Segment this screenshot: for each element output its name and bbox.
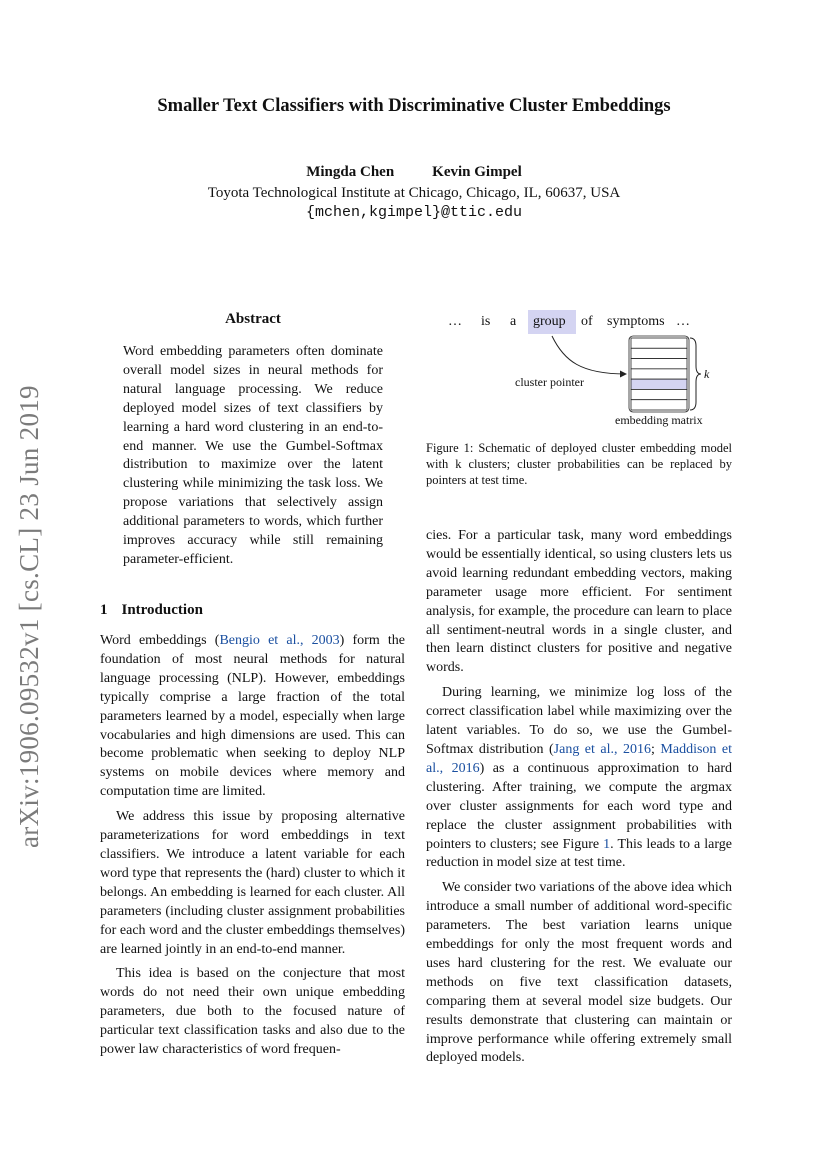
paragraph xyxy=(426,684,732,873)
text: ) form the foundation of most neural methods for natural language processing (NLP). However, embeddings typically comprise a large fraction of the total parameters learned by a model, especially when large vocabularies and high dimensions are used. This can become problematic when seeking to deploy NLP systems on mobile devices where memory and computation time are limited. xyxy=(100,633,406,800)
citation-link[interactable]: Bengio et al., 2003 xyxy=(219,633,340,648)
sentence-token: … xyxy=(676,314,690,329)
author-name: Kevin Gimpel xyxy=(432,164,522,180)
left-column xyxy=(100,632,405,1060)
cluster-pointer-label: cluster pointer xyxy=(515,375,584,389)
matrix-row xyxy=(631,389,687,399)
author-name: Mingda Chen xyxy=(306,164,395,180)
text: ; xyxy=(651,741,661,757)
author-email: {mchen,kgimpel}@ttic.edu xyxy=(305,204,523,221)
affiliation: Toyota Technological Institute at Chicago, Chicago, IL, 60637, USA xyxy=(207,185,621,201)
abstract-heading: Abstract xyxy=(225,311,281,327)
section-number: 1 xyxy=(100,602,108,618)
section-title: Introduction xyxy=(121,602,203,618)
abstract-text: Word embedding parameters often dominate overall model sizes in neural methods for natural language processing. We reduce deployed model sizes of text classifiers by learning a hard word clustering in an end-to-end manner. We use the Gumbel-Softmax distribution to maximize over the latent clustering while minimizing the task loss. We propose variations that selectively assign additional parameters to words, which further improves accuracy while still remaining parameter-efficient. xyxy=(123,344,383,567)
sentence-token: a xyxy=(510,314,517,329)
embedding-matrix xyxy=(629,336,689,412)
embedding-matrix-label: embedding matrix xyxy=(615,413,703,427)
paragraph-continuation: cies. For a particular task, many word embeddings would be essentially identical, so using clusters lets us avoid learning redundant embedding vectors, making parameter usage more efficient. For sentiment analysis, for example, the procedure can learn to place all sentiment-neutral words in a single cluster, and then learn distinct clusters for positive and negative words. xyxy=(426,528,732,676)
matrix-row xyxy=(631,338,687,348)
sentence-token: is xyxy=(481,314,491,329)
text: During learning, we minimize log loss of the correct classification label while maximizing over the latent variables. To do so, we use the Gumbel-Softmax distribution ( xyxy=(426,685,732,757)
matrix-row xyxy=(631,348,687,358)
text: ) as a continuous approximation to hard clustering. After training, we compute the argmax over cluster assignments for each word type and replace the cluster assignment probabilities with pointers to clusters; see Figure xyxy=(426,760,732,852)
figure-reference-link[interactable]: 1 xyxy=(603,836,611,852)
text: Word embeddings ( xyxy=(100,633,220,648)
matrix-row xyxy=(631,400,687,410)
figure-1 xyxy=(426,306,732,438)
k-brace xyxy=(690,338,701,410)
sentence-token: … xyxy=(448,314,462,329)
figure-caption: Figure 1: Schematic of deployed cluster embedding model with k clusters; cluster probabilities can be replaced by pointers at test time. xyxy=(426,441,732,487)
sentence-token: of xyxy=(581,314,593,329)
text: . This leads to a large reduction in model size at test time. xyxy=(426,836,732,871)
author-list xyxy=(0,164,828,181)
section-heading-introduction xyxy=(100,602,203,619)
paper-title: Smaller Text Classifiers with Discriminative Cluster Embeddings xyxy=(157,96,671,116)
highlighted-token: group xyxy=(533,314,566,329)
paragraph: We consider two variations of the above idea which introduce a small number of additional word-specific parameters. The best variation learns unique embeddings for only the most frequent words and uses hard clustering for the rest. We evaluate our methods on five text classification datasets, comparing them at several model size budgets. Our results demonstrate that clustering can maintain or improve performance while offering extremely small deployed models. xyxy=(426,880,732,1066)
matrix-row-highlighted xyxy=(631,379,687,389)
right-column xyxy=(426,527,732,1068)
matrix-row xyxy=(631,359,687,369)
citation-link[interactable]: Jang et al., 2016 xyxy=(553,741,652,757)
paragraph-continued: This idea is based on the conjecture that most words do not need their own unique embedding parameters, due both to the focused nature of particular text classification tasks and also due to the power law characteristics of word frequen- xyxy=(100,966,405,1058)
k-label: k xyxy=(704,367,710,381)
paragraph xyxy=(100,632,405,802)
citation-link[interactable]: Maddison et al., 2016 xyxy=(426,741,733,776)
pointer-arrow xyxy=(552,336,626,374)
arxiv-identifier: arXiv:1906.09532v1 [cs.CL] 23 Jun 2019 xyxy=(14,385,44,848)
sentence-token: symptoms xyxy=(607,314,665,329)
paragraph: We address this issue by proposing alternative parameterizations for word embeddings in text classifiers. We introduce a latent variable for each word type that represents the (hard) cluster to which it belongs. An embedding is learned for each cluster. All parameters (including cluster assignment probabilities for each word and the cluster embeddings themselves) are learned jointly in an end-to-end manner. xyxy=(100,809,405,957)
matrix-row xyxy=(631,369,687,379)
